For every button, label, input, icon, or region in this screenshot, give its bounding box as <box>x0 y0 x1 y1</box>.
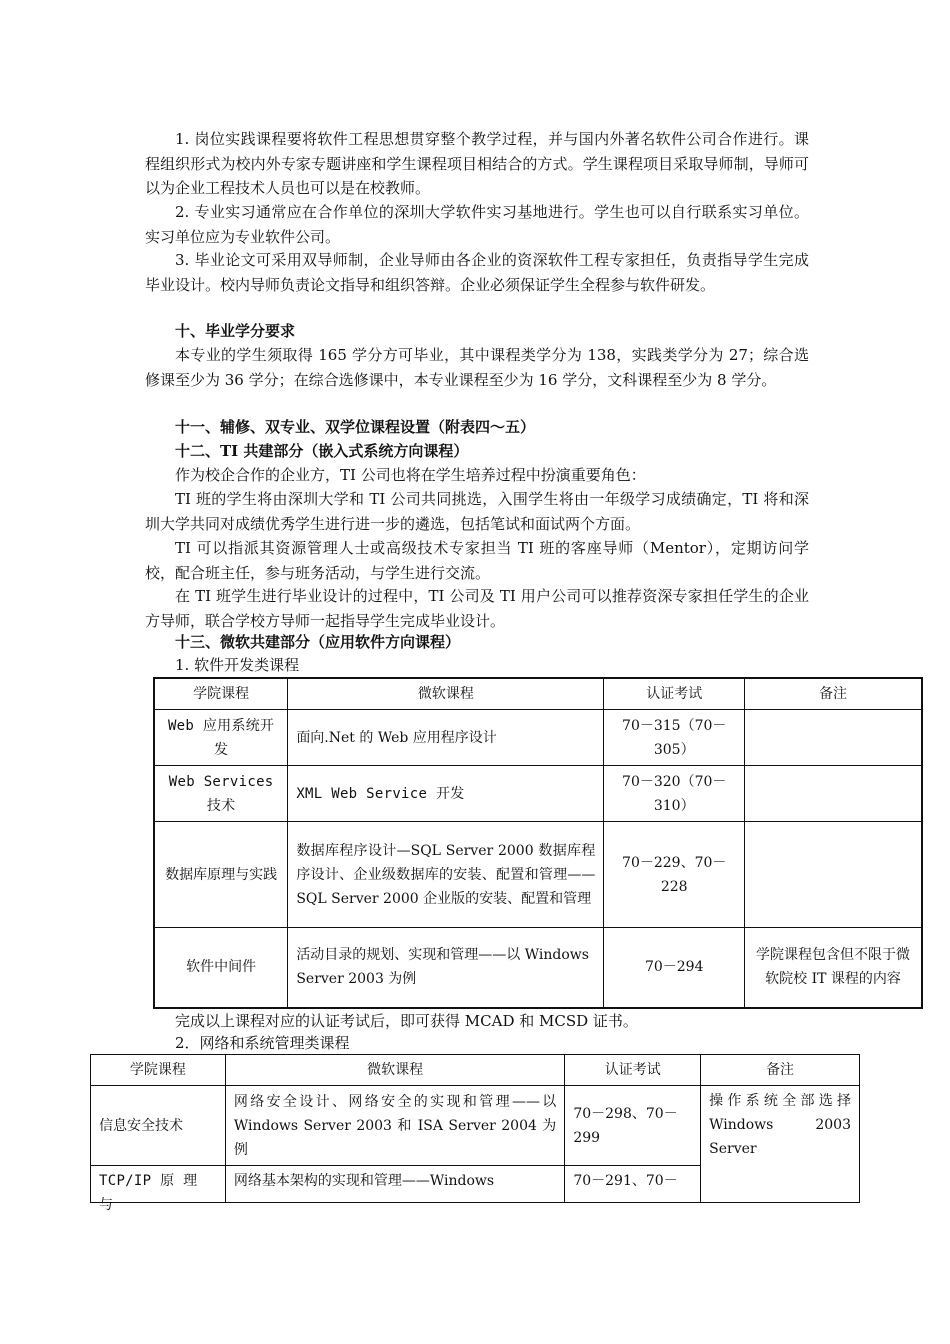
cert-exam-cell: 70－315（70－305） <box>604 710 745 766</box>
college-course-cell: Web 应用系统开发 <box>154 710 288 766</box>
paragraph-mcad-mcsd: 完成以上课程对应的认证考试后，即可获得 MCAD 和 MCSD 证书。 <box>175 1012 638 1030</box>
table-header-row <box>154 678 922 710</box>
ms-course-text: 网络基本架构的实现和管理——Windows <box>233 1173 495 1189</box>
header-note: 备注 <box>701 1055 860 1086</box>
table-header-row <box>91 1055 860 1086</box>
table-row <box>154 710 922 766</box>
header-cert-exam: 认证考试 <box>604 678 745 710</box>
note-cell: 操作系统全部选择 Windows 2003 Server <box>701 1086 860 1203</box>
paragraph-practice-course: 1. 岗位实践课程要将软件工程思想贯穿整个教学过程，并与国内外著名软件公司合作进行。课程组织形式为校内外专家专题讲座和学生课程项目相结合的方式。学生课程项目采取导师制，导师可以为企业工程技术人员也可以是在校教师。 <box>145 130 809 197</box>
heading-graduation-credits: 十、毕业学分要求 <box>175 322 296 340</box>
paragraph-ti-selection: TI 班的学生将由深圳大学和 TI 公司共同挑选，入围学生将由一年级学习成绩确定，TI 将和深圳大学共同对成绩优秀学生进行进一步的遴选，包括笔试和面试两个方面。 <box>145 490 809 533</box>
college-course-text: TCP/IP 原 理 与 <box>99 1173 198 1213</box>
table-row <box>154 766 922 822</box>
heading-minor-double-major: 十一、辅修、双专业、双学位课程设置（附表四～五） <box>175 418 536 436</box>
subheading-network-admin: 2．网络和系统管理类课程 <box>175 1034 350 1052</box>
ms-course-cell: 面向.Net 的 Web 应用程序设计 <box>288 710 604 766</box>
table-row <box>154 822 922 928</box>
subheading-software-dev: 1. 软件开发类课程 <box>175 656 300 674</box>
cert-exam-text: 70－291、70－ <box>573 1173 678 1189</box>
cert-exam-cell: 70－298、70－299 <box>565 1086 701 1166</box>
paragraph-thesis: 3. 毕业论文可采用双导师制，企业导师由各企业的资深软件工程专家担任，负责指导学生完成毕业设计。校内导师负责论文指导和组织答辩。企业必须保证学生全程参与软件研发。 <box>145 251 809 294</box>
college-course-cell: 数据库原理与实践 <box>154 822 288 928</box>
paragraph-credits: 本专业的学生须取得 165 学分方可毕业，其中课程类学分为 138，实践类学分为 27；综合选修课至少为 36 学分；在综合选修课中，本专业课程至少为 16 学分，文科课程至少为 8 学分。 <box>145 346 809 389</box>
network-admin-course-table <box>90 1054 860 1213</box>
college-course-cell: Web Services 技术 <box>154 766 288 822</box>
note-cell <box>745 710 922 766</box>
college-course-cell: 信息安全技术 <box>91 1086 226 1166</box>
ms-course-cell <box>225 1166 564 1203</box>
cert-exam-cell: 70－320（70－310） <box>604 766 745 822</box>
paragraph-ti-role: 作为校企合作的企业方，TI 公司也将在学生培养过程中扮演重要角色： <box>175 466 646 484</box>
heading-microsoft-joint: 十三、微软共建部分（应用软件方向课程） <box>175 633 461 651</box>
paragraph-ti-graduation: 在 TI 班学生进行毕业设计的过程中，TI 公司及 TI 用户公司可以推荐资深专家担任学生的企业方导师，联合学校方导师一起指导学生完成毕业设计。 <box>145 587 809 630</box>
header-ms-course: 微软课程 <box>225 1055 564 1086</box>
ms-course-cell: 活动目录的规划、实现和管理——以 Windows Server 2003 为例 <box>288 928 604 1008</box>
header-ms-course: 微软课程 <box>288 678 604 710</box>
table-row <box>154 928 922 1008</box>
college-course-cell <box>91 1166 226 1213</box>
paragraph-ti-mentor: TI 可以指派其资源管理人士或高级技术专家担当 TI 班的客座导师（Mentor），定期访问学校，配合班主任，参与班务活动，与学生进行交流。 <box>145 539 809 582</box>
note-cell <box>745 766 922 822</box>
ms-course-cell: 网络安全设计、网络安全的实现和管理——以 Windows Server 2003 和 ISA Server 2004 为例 <box>225 1086 564 1166</box>
header-college-course: 学院课程 <box>91 1055 226 1086</box>
cert-exam-cell <box>565 1166 701 1203</box>
ms-course-cell: XML Web Service 开发 <box>288 766 604 822</box>
header-college-course: 学院课程 <box>154 678 288 710</box>
note-cell <box>745 822 922 928</box>
heading-ti-joint: 十二、TI 共建部分（嵌入式系统方向课程） <box>175 442 469 460</box>
software-dev-course-table <box>153 677 923 1009</box>
college-course-cell: 软件中间件 <box>154 928 288 1008</box>
header-cert-exam: 认证考试 <box>565 1055 701 1086</box>
cert-exam-cell: 70－229、70－228 <box>604 822 745 928</box>
ms-course-cell: 数据库程序设计—SQL Server 2000 数据库程序设计、企业级数据库的安装、配置和管理——SQL Server 2000 企业版的安装、配置和管理 <box>288 822 604 928</box>
cert-exam-cell: 70－294 <box>604 928 745 1008</box>
header-note: 备注 <box>745 678 922 710</box>
note-cell: 学院课程包含但不限于微软院校 IT 课程的内容 <box>745 928 922 1008</box>
table-row <box>91 1086 860 1166</box>
paragraph-internship: 2. 专业实习通常应在合作单位的深圳大学软件实习基地进行。学生也可以自行联系实习单位。实习单位应为专业软件公司。 <box>145 203 809 246</box>
